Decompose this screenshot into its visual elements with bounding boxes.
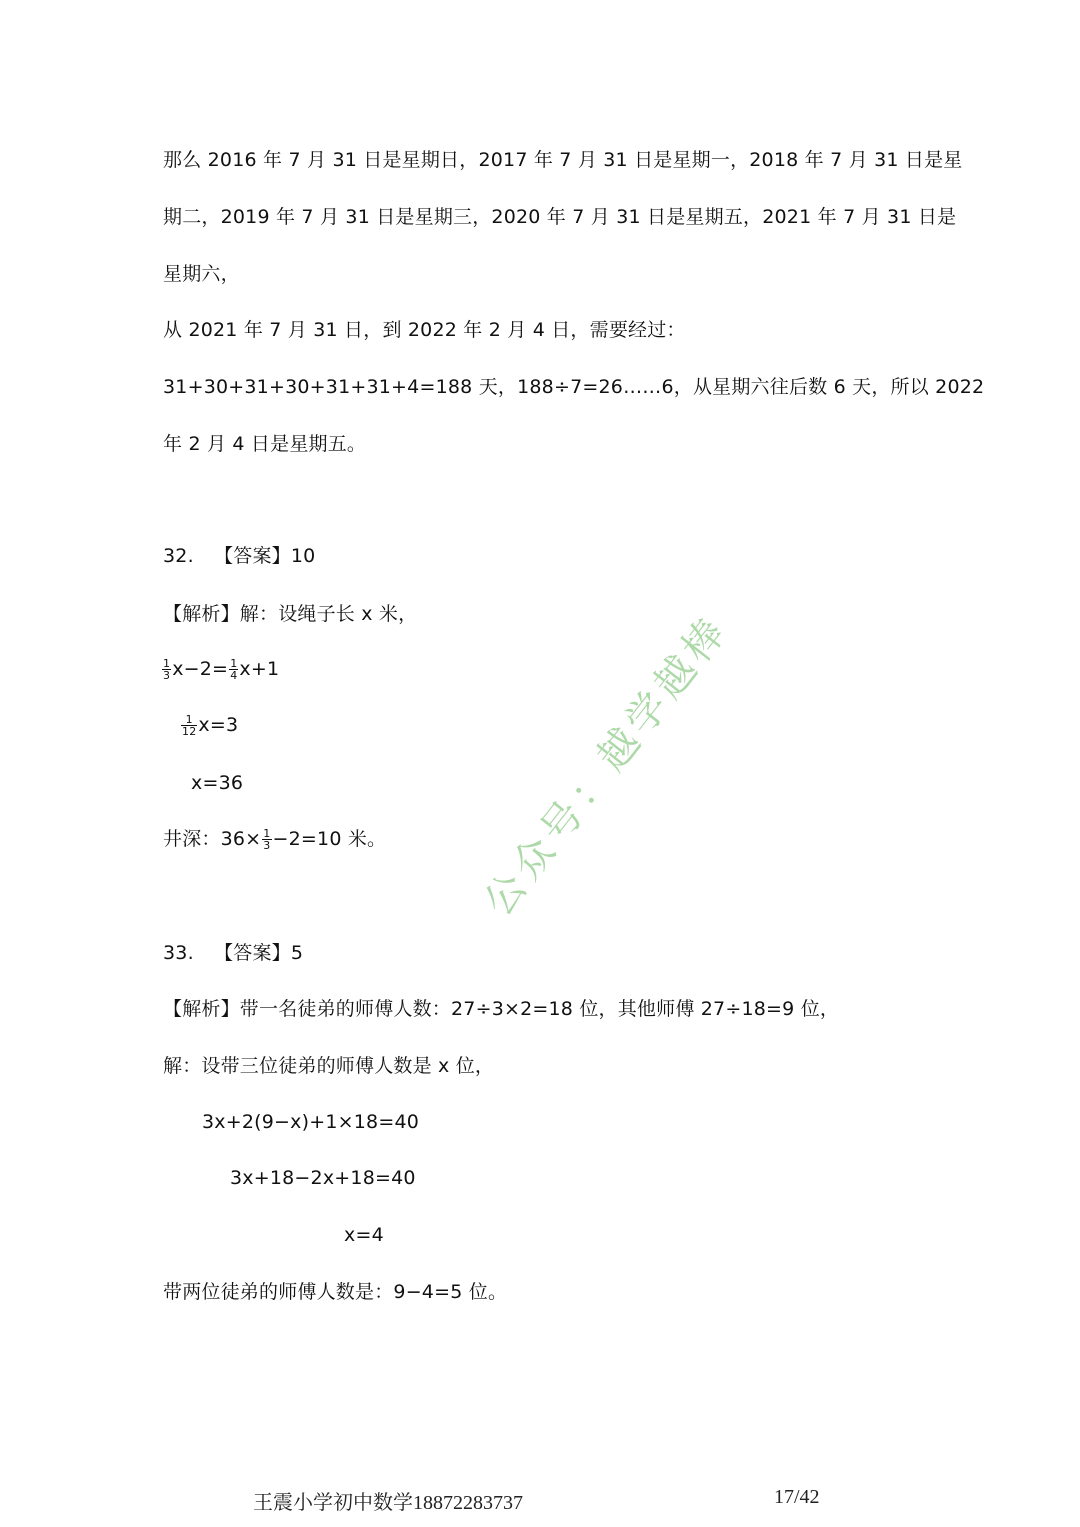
fraction: $\frac{1}{3}$ xyxy=(263,827,271,852)
question-number: 32. xyxy=(163,545,194,567)
question-number: 33. xyxy=(163,942,194,964)
analysis-line: 【解析】解：设绳子长 x 米， xyxy=(163,603,418,625)
equation-line: 3x+2(9−x)+1×18=40 xyxy=(202,1111,420,1133)
equation-line: x=4 xyxy=(344,1224,384,1246)
answer-label: 【答案】10 xyxy=(214,545,316,567)
fraction: $\frac{1}{4}$ xyxy=(230,657,238,682)
question-header xyxy=(163,543,315,569)
conclusion-line: 井深：36× $\frac{1}{3}$ −2=10 米。 xyxy=(163,827,387,852)
equation-line: $\frac{1}{3}$ x−2= $\frac{1}{4}$ x+1 xyxy=(163,657,280,682)
equation-line: $\frac{1}{12}$ x=3 xyxy=(182,713,239,738)
text-line: 年 2 月 4 日是星期五。 xyxy=(163,433,367,455)
fraction: $\frac{1}{3}$ xyxy=(163,657,171,682)
page-number: 17/42 xyxy=(774,1486,820,1508)
text-line: 从 2021 年 7 月 31 日，到 2022 年 2 月 4 日，需要经过： xyxy=(163,319,686,341)
text-line: 期二，2019 年 7 月 31 日是星期三，2020 年 7 月 31 日是星期五，2021 年 7 月 31 日是 xyxy=(163,206,957,228)
equation-line: x=36 xyxy=(191,772,244,794)
text-line: 星期六， xyxy=(163,263,240,285)
question-header xyxy=(163,940,303,966)
watermark: 公众号：越学越棒 xyxy=(475,606,739,925)
analysis-line: 【解析】带一名徒弟的师傅人数：27÷3×2=18 位，其他师傅 27÷18=9 位， xyxy=(163,998,840,1020)
footer-left: 王震小学初中数学18872283737 xyxy=(253,1492,523,1514)
text-line: 那么 2016 年 7 月 31 日是星期日，2017 年 7 月 31 日是星期一，2018 年 7 月 31 日是星 xyxy=(163,149,963,171)
answer-label: 【答案】5 xyxy=(214,942,304,964)
text-line: 解：设带三位徒弟的师傅人数是 x 位， xyxy=(163,1055,495,1077)
fraction: $\frac{1}{12}$ xyxy=(182,713,197,738)
conclusion-line: 带两位徒弟的师傅人数是：9−4=5 位。 xyxy=(163,1281,508,1303)
text-line: 31+30+31+30+31+31+4=188 天，188÷7=26……6，从星期六往后数 6 天，所以 2022 xyxy=(163,376,985,398)
equation-line: 3x+18−2x+18=40 xyxy=(230,1167,416,1189)
